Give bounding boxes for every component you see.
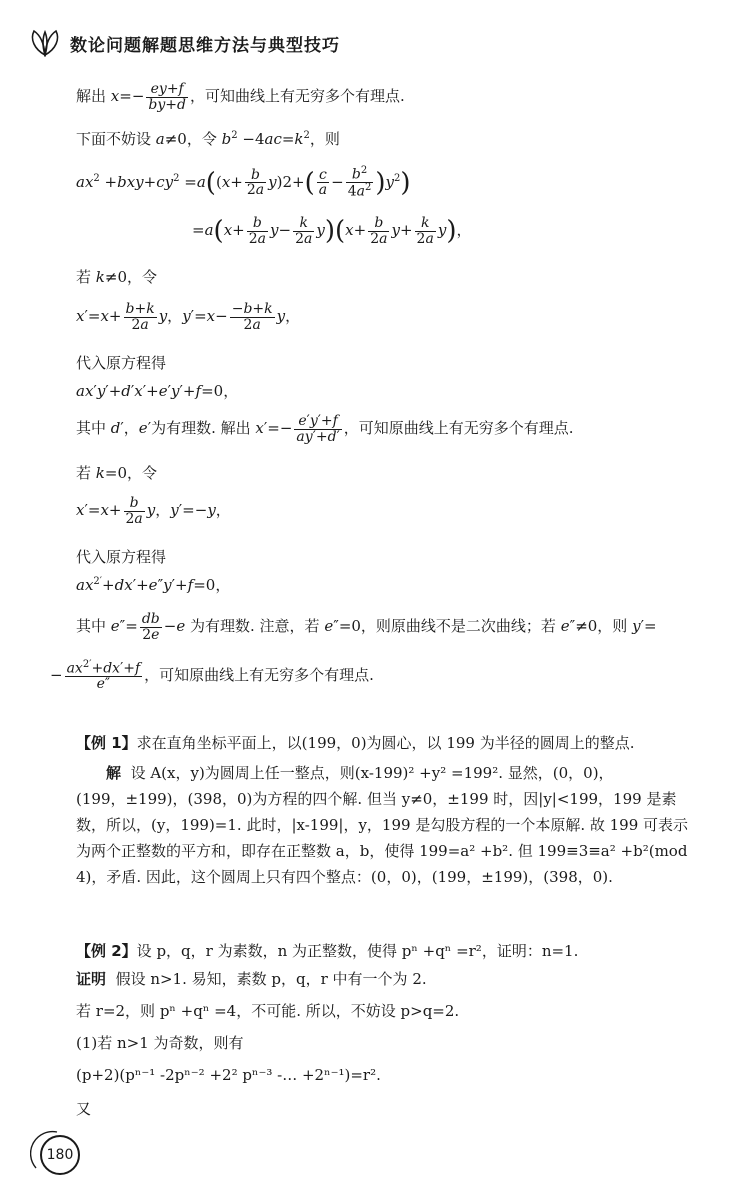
math-line-6: x′=x+ $\frac{b+k}{2a}$ y，y′=x− $\frac{-b+k}{2a}$ y， — [76, 301, 301, 333]
book-logo-icon — [28, 29, 62, 57]
example1-label: 【例 1】 — [76, 734, 137, 752]
example1-problem-text: 求在直角坐标平面上，以(199，0)为圆心，以 199 为半径的圆周上的整点. — [136, 734, 635, 752]
math-line-9: 其中 d′，e′为有理数. 解出 x′=− $\frac{e'y'+f}{ay'+d'}$ ，可知原曲线上有无穷多个有理点. — [76, 413, 574, 445]
example2-proof-2: 若 r=2，则 pⁿ +qⁿ =4，不可能. 所以，不妨设 p>q=2. — [76, 1002, 460, 1020]
math-line-11: x′=x+ $\frac{b}{2a}$ y，y′=−y， — [76, 495, 231, 527]
math-line-10: 若 k=0，令 — [76, 464, 157, 482]
math-line-3: $ax^2 +bxy+cy^2 =a((x+$ $\frac{b}{2a}$ y)2+( $\frac{c}{a}$ − $\frac{b^2}{4a^2}$ )$y^2$) — [76, 165, 411, 200]
math-line-15: − $\frac{ax^{2'}+dx'+f}{e''}$ ，可知原曲线上有无穷多个有理点. — [50, 659, 374, 693]
example2-problem — [76, 938, 696, 964]
example2-proof-label: 证明 — [76, 970, 107, 988]
example2-problem-text: 设 p，q，r 为素数，n 为正整数，使得 pⁿ +qⁿ =r²，证明：n=1. — [136, 942, 579, 960]
page-number: 180 — [40, 1135, 80, 1175]
text-line-7: 代入原方程得 — [76, 354, 167, 372]
example2-label: 【例 2】 — [76, 942, 137, 960]
book-title: 数论问题解题思维方法与典型技巧 — [70, 35, 340, 56]
example1-solution-text: 设 A(x，y)为圆周上任一整点，则(x-199)² +y² =199². 显然，(0，0)，(199，±199)，(398，0)为方程的四个解. 但当 y≠0，±199 时，因|y|<199，199 是素数，所以，(y，199)=1. 此时，|x-199|，y，199 是勾股方程的一个本原解. 故 199 可表示为两个正整数的平方和，即存在正整数 a，b，使得 199=a² +b². 但 199≡3≡a² +b²(mod 4)，矛盾. 因此，这个圆周上只有四个整点：(0，0)，(199，±199)，(398，0). — [76, 764, 689, 886]
math-line-8: ax′y′+d′x′+e′y′+f=0， — [76, 382, 239, 400]
example2-proof-text-1: 假设 n>1. 易知，素数 p，q，r 中有一个为 2. — [115, 970, 427, 988]
example1-solution — [76, 760, 696, 890]
example2-proof-4: (p+2)(pⁿ⁻¹ -2pⁿ⁻² +2² pⁿ⁻³ -… +2ⁿ⁻¹)=r². — [76, 1066, 381, 1084]
page-header — [28, 26, 340, 60]
math-line-2: 下面不妨设 a≠0，令 $b^2 -4ac=k^2$，则 — [76, 130, 340, 148]
math-line-13: $ax^{2'}+dx'+e''y'+f=0$， — [76, 576, 231, 594]
math-line-1: 解出 x=− $\frac{ey+f}{by+d}$ ，可知曲线上有无穷多个有理点. — [76, 81, 405, 113]
example2-proof-3: (1)若 n>1 为奇数，则有 — [76, 1034, 244, 1052]
text-line-12: 代入原方程得 — [76, 548, 167, 566]
example1-problem — [76, 730, 696, 756]
example1-solution-label: 解 — [106, 764, 122, 782]
math-line-4: =a(x+ $\frac{b}{2a}$ y− $\frac{k}{2a}$ y)(x+ $\frac{b}{2a}$ y+ $\frac{k}{2a}$ y)， — [192, 215, 472, 247]
example2-proof-5: 又 — [76, 1100, 92, 1118]
math-line-14: 其中 e″= $\frac{db}{2e}$ −e 为有理数. 注意，若 e″=0，则原曲线不是二次曲线；若 e″≠0，则 y′= — [76, 611, 657, 643]
math-line-5: 若 k≠0，令 — [76, 268, 157, 286]
example2-proof-1 — [76, 966, 696, 992]
